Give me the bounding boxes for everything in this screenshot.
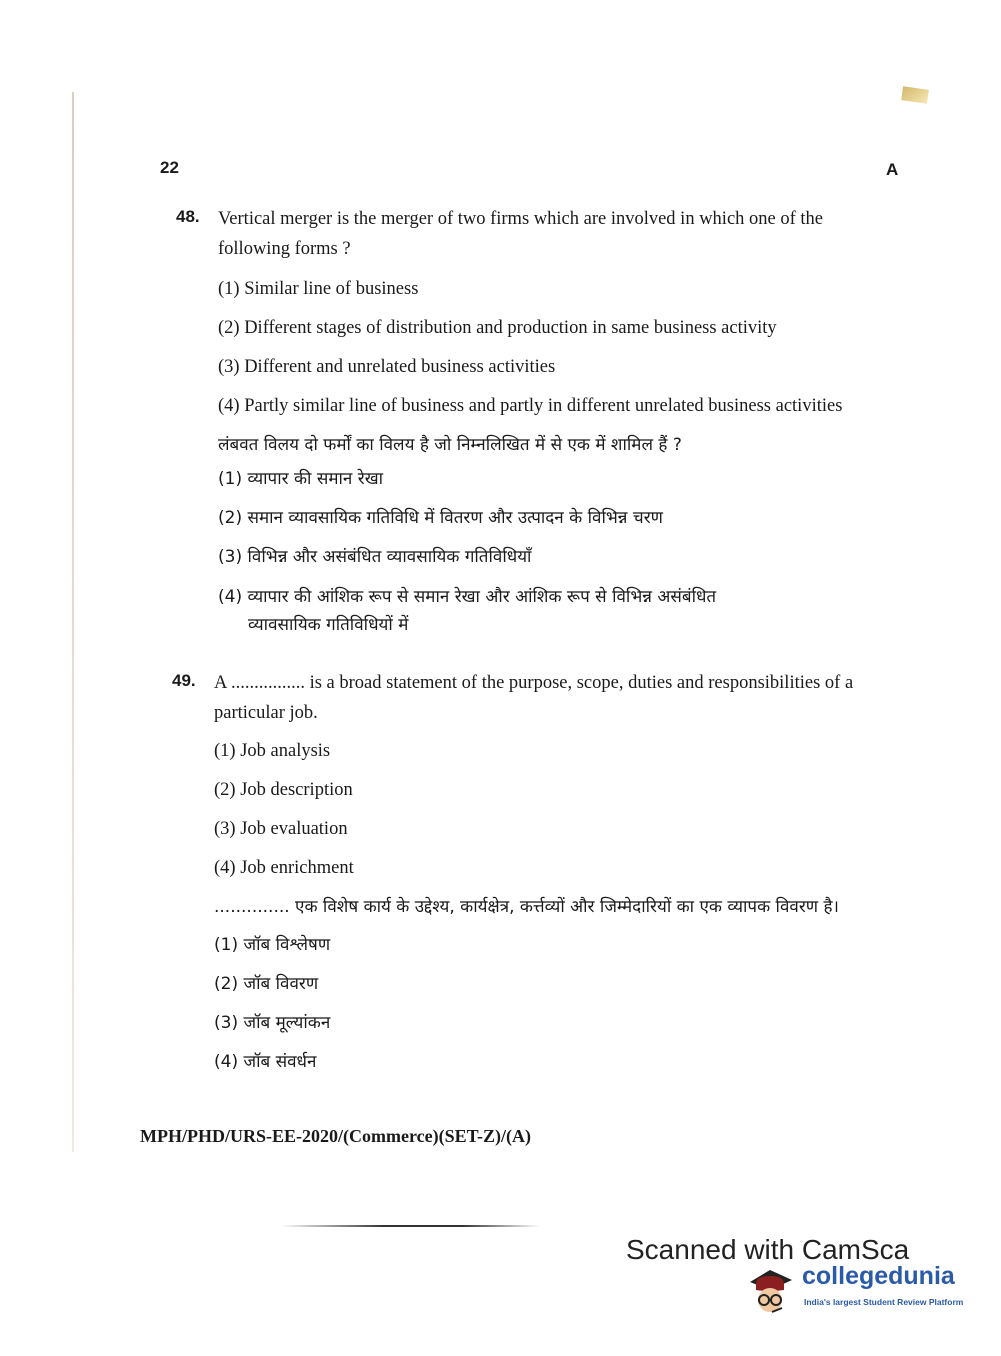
options-en xyxy=(214,732,892,888)
options-en xyxy=(218,270,896,426)
option-4-hi xyxy=(218,577,896,639)
option-2-en: (2) Different stages of distribution and production in same business activity xyxy=(218,318,777,338)
question-text-en: A ................ is a broad statement of the purpose, scope, duties and responsibilities of a particular job. xyxy=(214,673,854,723)
set-letter: A xyxy=(886,160,899,179)
option-4-hi-line2: व्यावसायिक गतिविधियों में xyxy=(248,615,409,635)
exam-code: MPH/PHD/URS-EE-2020/(Commerce)(SET-Z)/(A) xyxy=(140,1126,531,1146)
option-1-hi: (1) जॉब विश्लेषण xyxy=(214,935,331,955)
option-4-en: (4) Job enrichment xyxy=(214,858,354,878)
option-3-hi: (3) विभिन्न और असंबंधित व्यावसायिक गतिविधियाँ xyxy=(218,547,532,567)
collegedunia-logo xyxy=(742,1262,972,1322)
options-hi xyxy=(214,926,892,1082)
question-text-hi: लंबवत विलय दो फर्मों का विलय है जो निम्नलिखित में से एक में शामिल हैं ? xyxy=(218,435,682,455)
option-1-en: (1) Job analysis xyxy=(214,741,331,761)
page-number: 22 xyxy=(160,158,179,177)
question-48 xyxy=(176,204,896,639)
mascot-icon xyxy=(742,1262,798,1320)
divider xyxy=(280,1225,540,1227)
question-49 xyxy=(172,668,892,1082)
option-4-hi-line1: (4) व्यापार की आंशिक रूप से समान रेखा और आंशिक रूप से विभिन्न असंबंधित xyxy=(218,587,717,607)
question-text-hi: .............. एक विशेष कार्य के उद्देश्य, कार्यक्षेत्र, कर्त्तव्यों और जिम्मेदारियों का एक व्यापक विवरण है। xyxy=(214,897,839,917)
option-2-hi: (2) जॉब विवरण xyxy=(214,974,319,994)
option-3-en: (3) Job evaluation xyxy=(214,819,348,839)
option-1-hi: (1) व्यापार की समान रेखा xyxy=(218,469,384,489)
option-4-hi: (4) जॉब संवर्धन xyxy=(214,1052,317,1072)
option-2-hi: (2) समान व्यावसायिक गतिविधि में वितरण और उत्पादन के विभिन्न चरण xyxy=(218,508,663,528)
scan-edge xyxy=(72,92,74,1152)
option-3-hi: (3) जॉब मूल्यांकन xyxy=(214,1013,331,1033)
option-2-en: (2) Job description xyxy=(214,780,353,800)
question-text-en: Vertical merger is the merger of two firms which are involved in which one of the following forms ? xyxy=(218,209,824,259)
camscanner-watermark: Scanned with CamSca xyxy=(626,1234,910,1265)
brand-name: collegedunia xyxy=(802,1262,955,1290)
options-hi xyxy=(218,460,896,639)
corner-mark xyxy=(901,86,929,103)
option-1-en: (1) Similar line of business xyxy=(218,279,419,299)
brand-tagline: India's largest Student Review Platform xyxy=(804,1297,964,1307)
question-number: 49. xyxy=(172,671,196,690)
question-number: 48. xyxy=(176,207,200,226)
option-4-en: (4) Partly similar line of business and partly in different unrelated business activities xyxy=(218,396,843,416)
option-3-en: (3) Different and unrelated business activities xyxy=(218,357,556,377)
